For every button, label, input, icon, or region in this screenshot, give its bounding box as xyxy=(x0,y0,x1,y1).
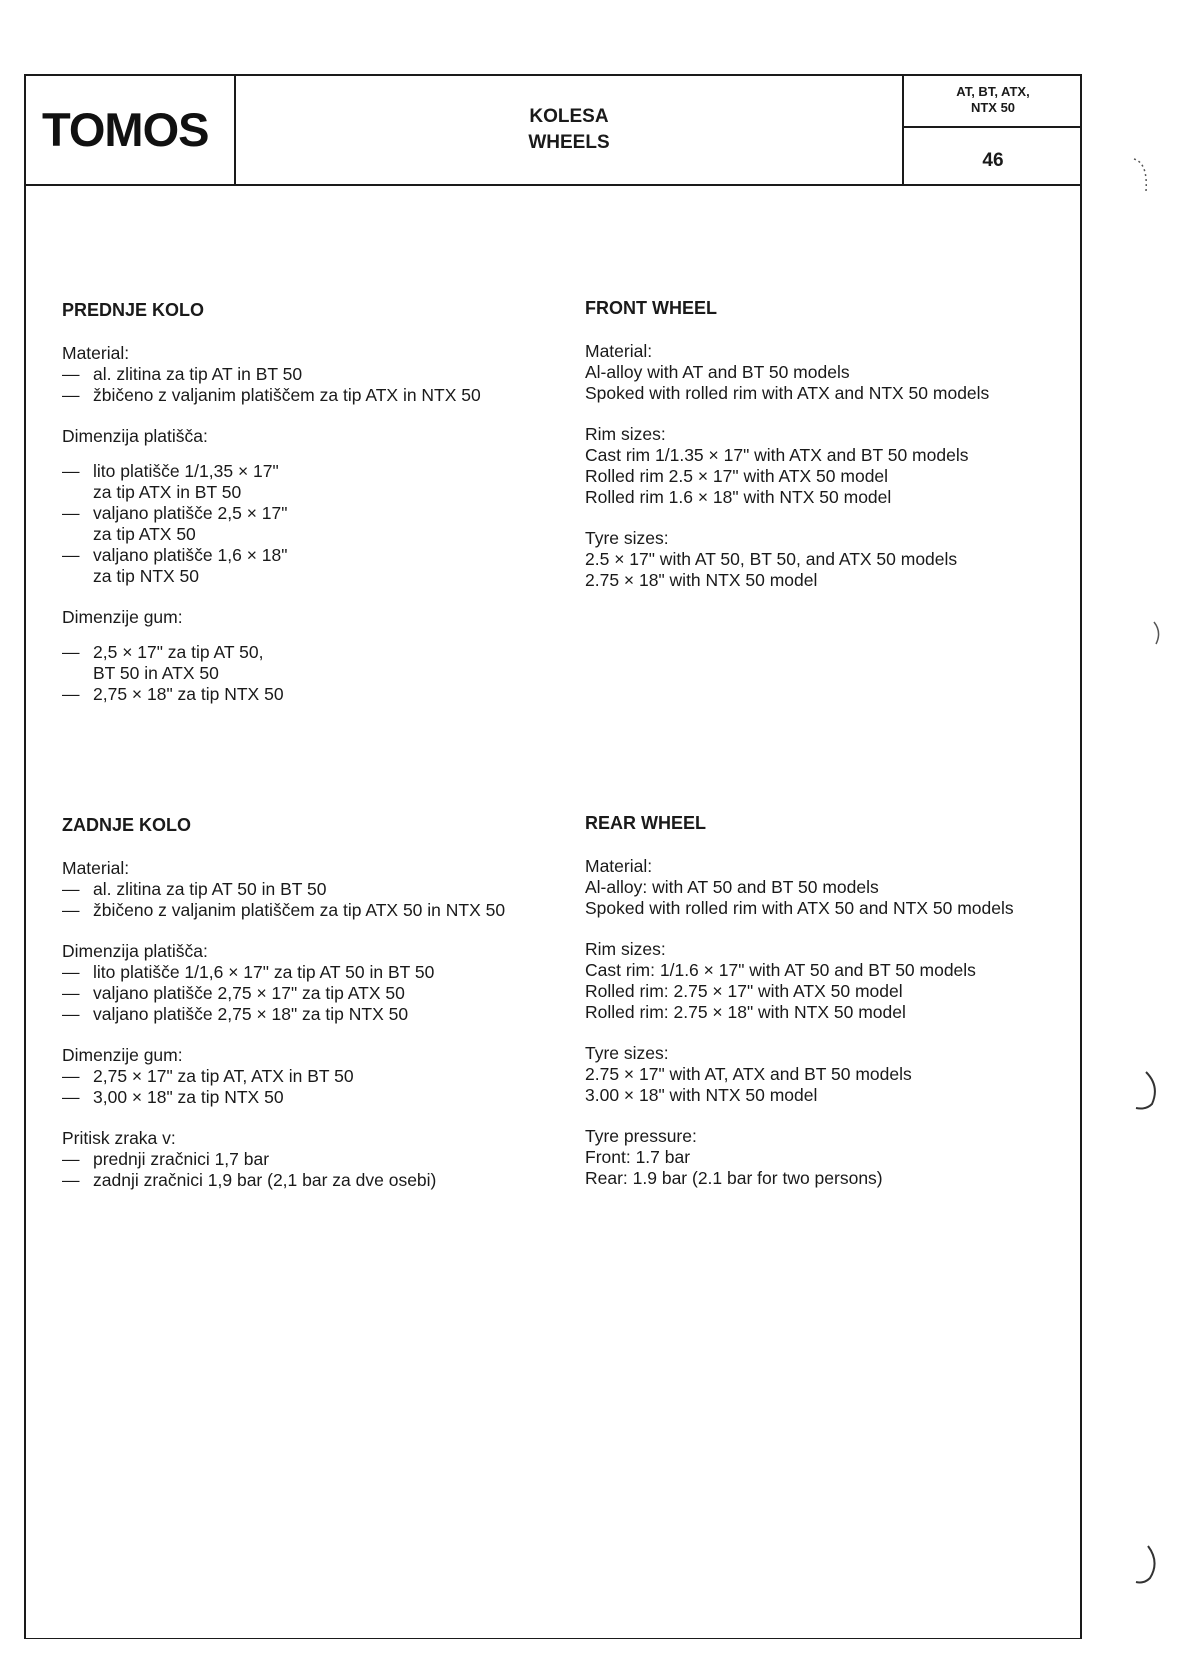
front-sl-material-title: Material: xyxy=(62,343,130,363)
front-en-rim-line: Rolled rim 1.6 × 18" with NTX 50 model xyxy=(585,487,892,507)
front-wheel-en-section xyxy=(585,298,1055,611)
rear-en-rim-title: Rim sizes: xyxy=(585,939,666,959)
item-line: — lito platišče 1/1,35 × 17" xyxy=(93,461,279,481)
rear-sl-material-item: — al. zlitina za tip AT 50 in BT 50 xyxy=(62,879,532,900)
rear-wheel-en-heading: REAR WHEEL xyxy=(585,813,706,833)
rear-en-pressure-title: Tyre pressure: xyxy=(585,1126,697,1146)
item-line: — valjano platišče 2,5 × 17" xyxy=(93,503,288,523)
rear-sl-pressure-item: — zadnji zračnici 1,9 bar (2,1 bar za dve osebi) xyxy=(62,1170,532,1191)
spacer xyxy=(62,628,532,642)
front-en-material-group xyxy=(585,341,1055,404)
front-en-tyre-group xyxy=(585,528,1055,591)
front-en-rim-line: Rolled rim 2.5 × 17" with ATX 50 model xyxy=(585,466,889,486)
front-en-rim-title: Rim sizes: xyxy=(585,424,666,444)
tomos-logo: TOMOS xyxy=(42,103,209,156)
spacer xyxy=(62,447,532,461)
rear-sl-pressure-item: — prednji zračnici 1,7 bar xyxy=(62,1149,532,1170)
rear-sl-rim-group xyxy=(62,941,532,1025)
rear-en-tyre-title: Tyre sizes: xyxy=(585,1043,669,1063)
rear-en-rim-line: Rolled rim: 2.75 × 18" with NTX 50 model xyxy=(585,1002,906,1022)
binder-hole-mark-icon xyxy=(1132,1068,1162,1112)
rear-sl-rim-item: — valjano platišče 2,75 × 17" za tip ATX 50 xyxy=(62,983,532,1004)
models-label xyxy=(904,84,1082,128)
rear-en-rim-line: Cast rim: 1/1.6 × 17" with AT 50 and BT 50 models xyxy=(585,960,976,980)
rear-en-material-group xyxy=(585,856,1055,919)
rear-wheel-sl-heading: ZADNJE KOLO xyxy=(62,815,192,835)
rear-sl-tyre-item: — 3,00 × 18" za tip NTX 50 xyxy=(62,1087,532,1108)
front-wheel-sl-section xyxy=(62,300,532,725)
item-line: za tip NTX 50 xyxy=(93,566,200,586)
front-en-tyre-line: 2.75 × 18" with NTX 50 model xyxy=(585,570,818,590)
front-sl-rim-title: Dimenzija platišča: xyxy=(62,426,208,446)
rear-sl-rim-item: — lito platišče 1/1,6 × 17" za tip AT 50 in BT 50 xyxy=(62,962,532,983)
rear-en-tyre-line: 3.00 × 18" with NTX 50 model xyxy=(585,1085,818,1105)
front-sl-material-item: — al. zlitina za tip AT in BT 50 xyxy=(62,364,532,385)
rear-wheel-sl-section xyxy=(62,815,532,1211)
front-en-rim-group xyxy=(585,424,1055,508)
front-sl-tyre-group xyxy=(62,607,532,705)
meta-cell xyxy=(902,74,1082,184)
front-en-material-line: Al-alloy with AT and BT 50 models xyxy=(585,362,850,382)
rear-wheel-en-section xyxy=(585,813,1055,1209)
binder-hole-mark-icon xyxy=(1132,1542,1162,1586)
rear-en-material-line: Spoked with rolled rim with ATX 50 and NTX 50 models xyxy=(585,898,1014,918)
binder-hole-mark-icon xyxy=(1130,155,1154,195)
title-slovenian: KOLESA xyxy=(529,106,609,127)
front-sl-tyre-item xyxy=(62,642,532,684)
front-en-rim-line: Cast rim 1/1.35 × 17" with ATX and BT 50 models xyxy=(585,445,969,465)
rear-sl-material-group xyxy=(62,858,532,921)
item-line: za tip ATX 50 xyxy=(93,524,196,544)
models-line-1: AT, BT, ATX, xyxy=(956,84,1030,99)
front-sl-rim-item xyxy=(62,503,532,545)
front-wheel-sl-heading: PREDNJE KOLO xyxy=(62,300,205,320)
front-en-tyre-title: Tyre sizes: xyxy=(585,528,669,548)
item-line: BT 50 in ATX 50 xyxy=(93,663,219,683)
rear-en-pressure-line: Rear: 1.9 bar (2.1 bar for two persons) xyxy=(585,1168,883,1188)
front-sl-tyre-title: Dimenzije gum: xyxy=(62,607,183,627)
front-sl-material-group xyxy=(62,343,532,406)
rear-en-tyre-line: 2.75 × 17" with AT, ATX and BT 50 models xyxy=(585,1064,912,1084)
rear-en-tyre-group xyxy=(585,1043,1055,1106)
rear-sl-tyre-group xyxy=(62,1045,532,1108)
rear-sl-tyre-item: — 2,75 × 17" za tip AT, ATX in BT 50 xyxy=(62,1066,532,1087)
front-sl-rim-group xyxy=(62,426,532,587)
rear-sl-rim-item: — valjano platišče 2,75 × 18" za tip NTX 50 xyxy=(62,1004,532,1025)
rear-en-rim-line: Rolled rim: 2.75 × 17" with ATX 50 model xyxy=(585,981,903,1001)
rear-en-material-line: Al-alloy: with AT 50 and BT 50 models xyxy=(585,877,879,897)
rear-sl-material-item: — žbičeno z valjanim platiščem za tip ATX 50 in NTX 50 xyxy=(62,900,532,921)
item-line: — valjano platišče 1,6 × 18" xyxy=(93,545,288,565)
page-header xyxy=(24,74,1082,186)
rear-sl-rim-title: Dimenzija platišča: xyxy=(62,941,208,961)
item-line: za tip ATX in BT 50 xyxy=(93,482,242,502)
rear-sl-pressure-group xyxy=(62,1128,532,1191)
front-sl-material-item: — žbičeno z valjanim platiščem za tip ATX in NTX 50 xyxy=(62,385,532,406)
binder-hole-mark-icon xyxy=(1150,618,1166,648)
front-en-material-title: Material: xyxy=(585,341,653,361)
rear-en-rim-group xyxy=(585,939,1055,1023)
rear-en-material-title: Material: xyxy=(585,856,653,876)
rear-sl-material-title: Material: xyxy=(62,858,130,878)
front-en-material-line: Spoked with rolled rim with ATX and NTX 50 models xyxy=(585,383,990,403)
title-cell xyxy=(236,74,902,184)
item-line: — 2,75 × 18" za tip NTX 50 xyxy=(93,684,284,704)
rear-en-pressure-line: Front: 1.7 bar xyxy=(585,1147,691,1167)
rear-en-pressure-group xyxy=(585,1126,1055,1189)
models-line-2: NTX 50 xyxy=(970,100,1016,115)
front-sl-rim-item xyxy=(62,461,532,503)
rear-sl-pressure-title: Pritisk zraka v: xyxy=(62,1128,176,1148)
item-line: — 2,5 × 17" za tip AT 50, xyxy=(93,642,264,662)
logo-cell xyxy=(24,74,236,184)
rear-sl-tyre-title: Dimenzije gum: xyxy=(62,1045,183,1065)
page-number: 46 xyxy=(982,150,1004,171)
front-sl-tyre-item xyxy=(62,684,532,705)
front-sl-rim-item xyxy=(62,545,532,587)
front-wheel-en-heading: FRONT WHEEL xyxy=(585,298,717,318)
front-en-tyre-line: 2.5 × 17" with AT 50, BT 50, and ATX 50 models xyxy=(585,549,958,569)
title-english: WHEELS xyxy=(528,132,610,153)
